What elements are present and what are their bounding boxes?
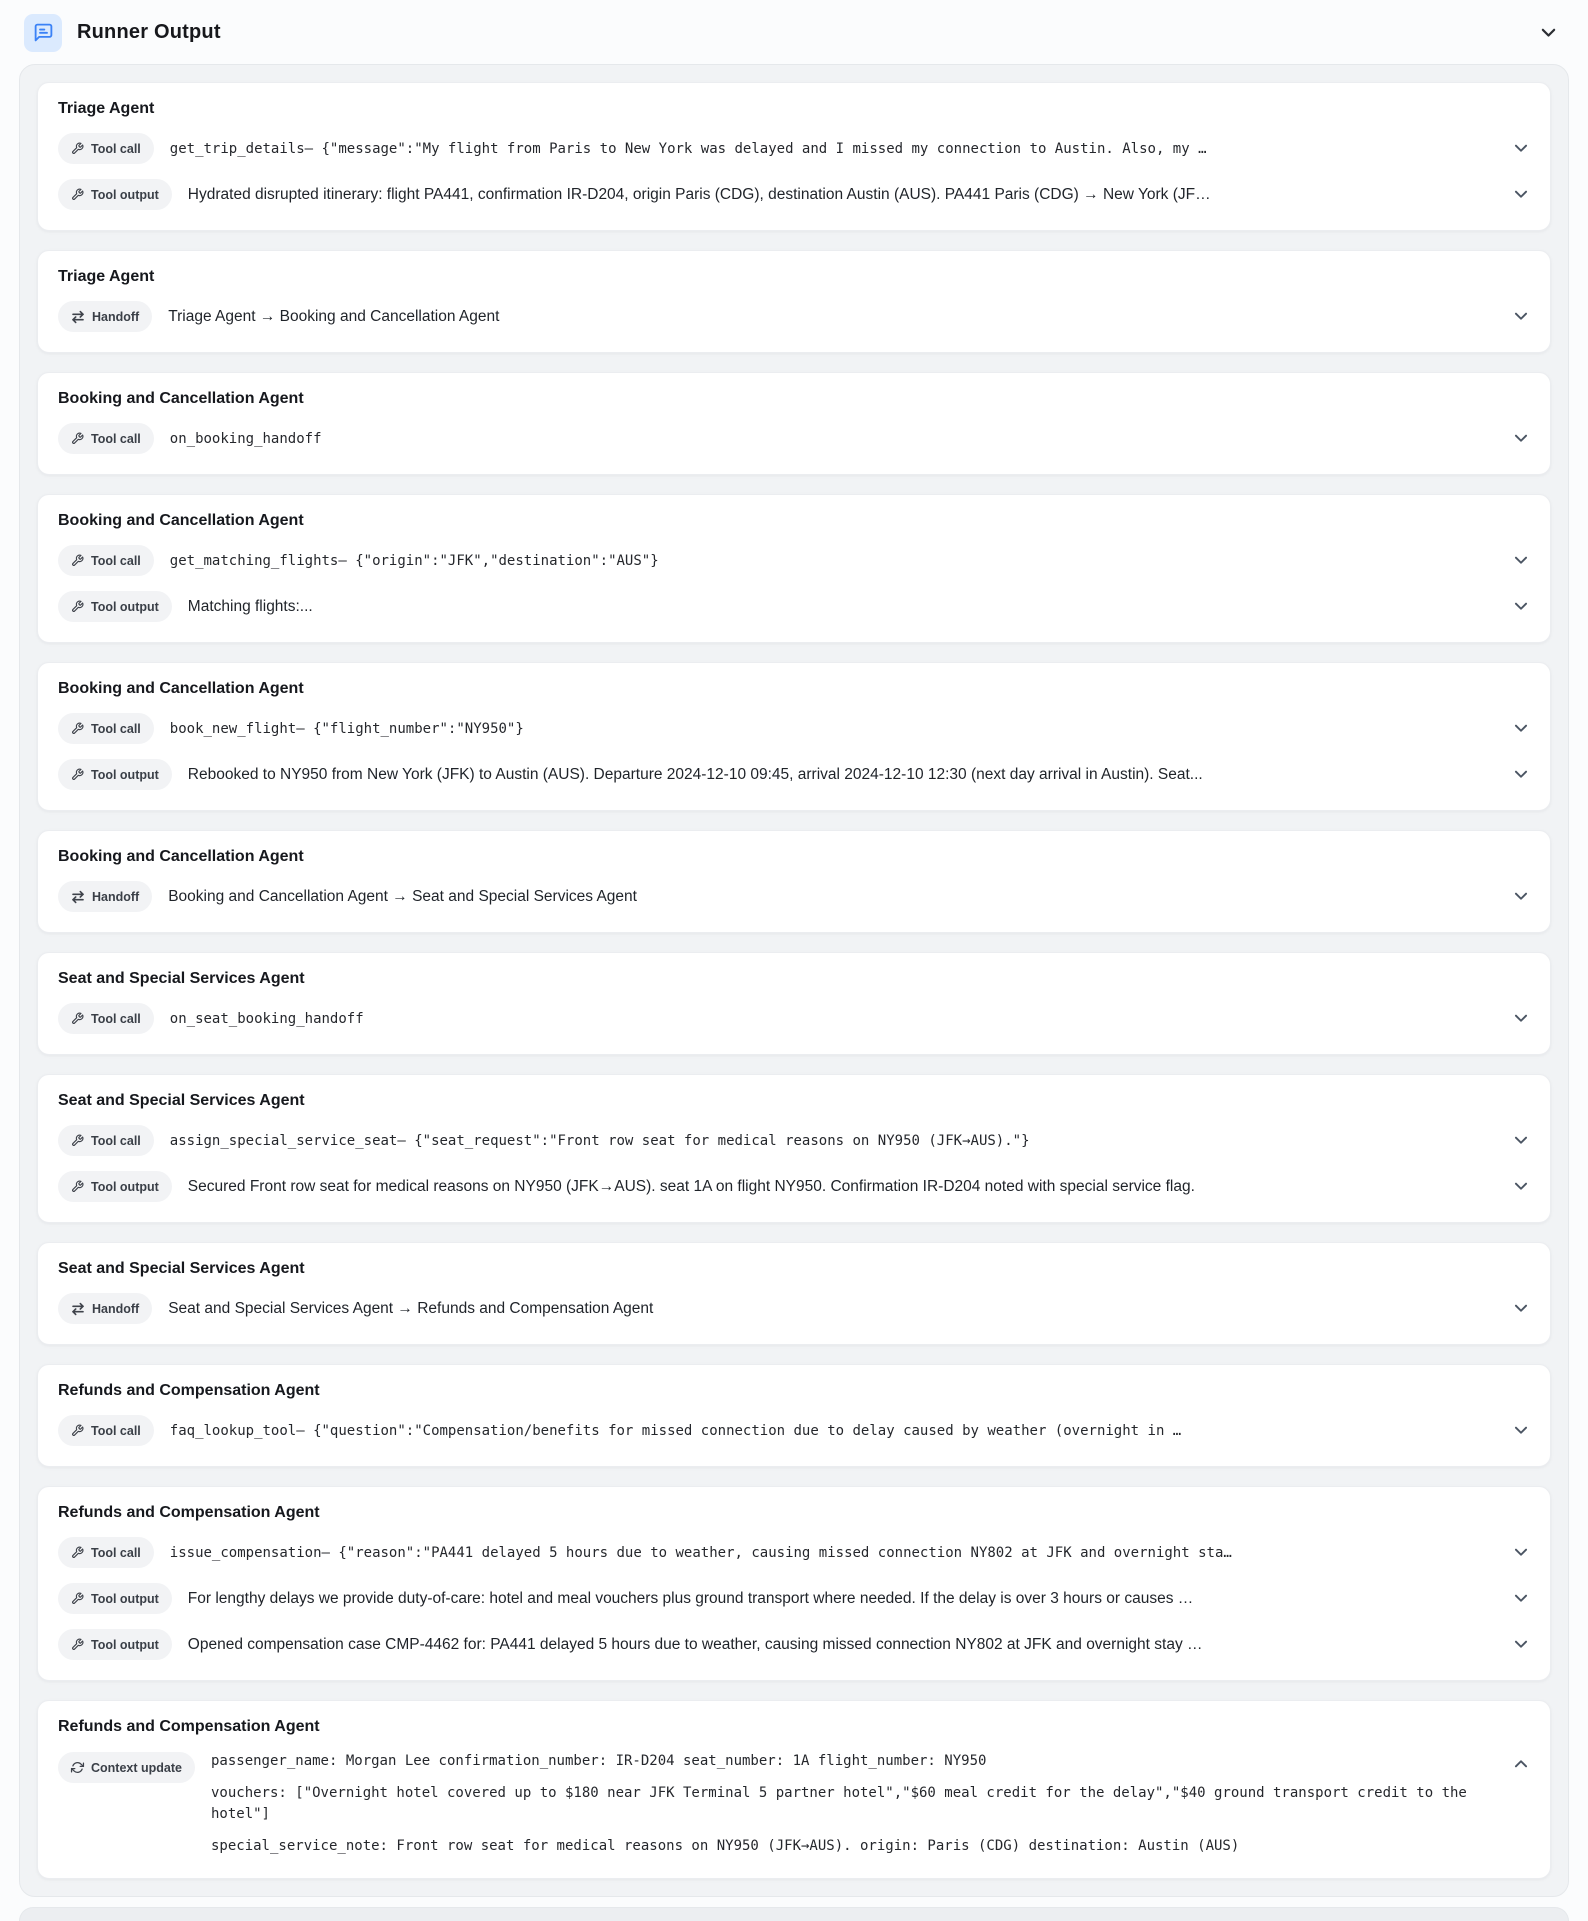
badge-label: Tool call [91,1133,141,1148]
row-text: Opened compensation case CMP-4462 for: PA441 delayed 5 hours due to weather, causing missed connection NY802 at JFK and overnight stay … [187,1635,1203,1653]
wrench-icon [71,188,84,201]
chevron-down-icon[interactable] [1504,1594,1528,1603]
badge-label: Tool output [91,1179,159,1194]
badge-label: Tool output [91,599,159,614]
row-text: Hydrated disrupted itinerary: flight PA441, confirmation IR-D204, origin Paris (CDG), destination Austin (AUS). PA441 Paris (CDG) → New York (JF… [187,185,1211,203]
chat-icon [24,14,62,52]
page-title: Runner Output [77,21,221,43]
agent-name: Seat and Special Services Agent [58,970,305,987]
chevron-down-icon[interactable] [1504,1136,1528,1145]
wrench-icon [71,1180,84,1193]
chevron-down-icon[interactable] [1504,602,1528,611]
agent-card [37,372,1551,475]
badge-label: Tool call [91,1423,141,1438]
tool-output-row [58,591,1528,622]
context-line: vouchers: ["Overnight hotel covered up to $180 near JFK Terminal 5 partner hotel","$60 meal credit for the delay","$40 ground transport credit to the hotel"] [210,1784,1467,1823]
tool-call-badge [58,713,154,744]
tool-call-row [58,545,1528,576]
agent-name: Seat and Special Services Agent [58,1260,305,1277]
tool-call-badge [58,1415,154,1446]
badge-label: Tool call [91,1011,141,1026]
row-text: For lengthy delays we provide duty-of-care: hotel and meal vouchers plus ground transport where needed. If the delay is over 3 hours or causes … [187,1589,1194,1607]
chevron-down-icon[interactable] [1504,1304,1528,1313]
tool-output-badge [58,591,172,622]
tool-output-row [58,759,1528,790]
agent-card [37,952,1551,1055]
tool-call-row [58,133,1528,164]
chevron-down-icon[interactable] [1504,1640,1528,1649]
tool-call-row [58,423,1528,454]
agent-name: Refunds and Compensation Agent [58,1382,320,1399]
tool-call-row [58,713,1528,744]
row-text [211,1751,1488,1858]
tool-output-badge [58,1171,172,1202]
tool-output-row [58,1629,1528,1660]
badge-label: Handoff [92,1301,140,1316]
badge-label: Handoff [92,309,140,324]
wrench-icon [71,1638,84,1651]
row-text: get_matching_flights– {"origin":"JFK","destination":"AUS"} [169,552,659,569]
tool-call-badge [58,545,154,576]
agent-card [37,662,1551,811]
row-text: issue_compensation– {"reason":"PA441 delayed 5 hours due to weather, causing missed connection NY802 at JFK and overnight sta… [169,1544,1232,1561]
badge-label: Tool output [91,1591,159,1606]
handoff-badge [58,1293,152,1324]
row-text: on_seat_booking_handoff [169,1010,364,1027]
chevron-down-icon[interactable] [1504,144,1528,153]
agent-name: Booking and Cancellation Agent [58,512,304,529]
badge-label: Tool call [91,553,141,568]
context-update-row [58,1751,1528,1858]
next-panel-edge [19,1907,1569,1921]
row-text: faq_lookup_tool– {"question":"Compensation/benefits for missed connection due to delay caused by weather (overnight in … [169,1422,1182,1439]
row-text: Triage Agent → Booking and Cancellation Agent [168,307,500,325]
wrench-icon [71,554,84,567]
agent-name: Refunds and Compensation Agent [58,1718,320,1735]
row-text: Secured Front row seat for medical reasons on NY950 (JFK→AUS). seat 1A on flight NY950. Confirmation IR-D204 noted with special service flag. [187,1177,1195,1195]
wrench-icon [71,1592,84,1605]
chevron-down-icon[interactable] [1504,556,1528,565]
badge-label: Tool call [91,141,141,156]
wrench-icon [71,1546,84,1559]
agent-name: Booking and Cancellation Agent [58,848,304,865]
tool-call-row [58,1537,1528,1568]
agent-name: Triage Agent [58,268,155,285]
chevron-down-icon[interactable] [1531,28,1562,38]
chevron-down-icon[interactable] [1504,1548,1528,1557]
tool-output-row [58,1171,1528,1202]
tool-call-badge [58,1125,154,1156]
context-update-badge [58,1752,195,1783]
chevron-down-icon[interactable] [1504,190,1528,199]
chevron-down-icon[interactable] [1504,312,1528,321]
cards-container [19,64,1569,1897]
agent-card [37,830,1551,933]
chevron-down-icon[interactable] [1504,892,1528,901]
agent-card [37,1074,1551,1223]
chevron-down-icon[interactable] [1504,770,1528,779]
agent-name: Seat and Special Services Agent [58,1092,305,1109]
agent-name: Refunds and Compensation Agent [58,1504,320,1521]
context-line: special_service_note: Front row seat for medical reasons on NY950 (JFK→AUS). origin: Paris (CDG) destination: Austin (AUS) [210,1838,1240,1855]
wrench-icon [71,1012,84,1025]
row-text: assign_special_service_seat– {"seat_request":"Front row seat for medical reasons on NY950 (JFK→AUS)."} [169,1132,1030,1149]
tool-output-row [58,179,1528,210]
badge-label: Tool call [91,721,141,736]
tool-call-badge [58,423,154,454]
wrench-icon [71,432,84,445]
tool-call-row [58,1125,1528,1156]
tool-output-badge [58,759,172,790]
wrench-icon [71,1424,84,1437]
chevron-down-icon[interactable] [1504,724,1528,733]
swap-arrows-icon [71,890,85,904]
wrench-icon [71,1134,84,1147]
tool-output-row [58,1583,1528,1614]
agent-name: Booking and Cancellation Agent [58,390,304,407]
tool-call-badge [58,1537,154,1568]
wrench-icon [71,722,84,735]
handoff-row [58,301,1528,332]
row-text: Rebooked to NY950 from New York (JFK) to Austin (AUS). Departure 2024-12-10 09:45, arrival 2024-12-10 12:30 (next day arrival in Austin). Seat... [187,765,1203,783]
agent-card [37,1242,1551,1345]
badge-label: Tool call [91,1545,141,1560]
agent-name: Booking and Cancellation Agent [58,680,304,697]
row-text: Seat and Special Services Agent → Refunds and Compensation Agent [168,1299,654,1317]
context-line: passenger_name: Morgan Lee confirmation_number: IR-D204 seat_number: 1A flight_number: NY950 [210,1753,987,1769]
row-text: book_new_flight– {"flight_number":"NY950"} [169,720,524,737]
agent-card [37,1364,1551,1467]
handoff-badge [58,881,152,912]
handoff-row [58,1293,1528,1324]
chevron-down-icon[interactable] [1504,1426,1528,1435]
runner-output-header [0,0,1588,64]
wrench-icon [71,600,84,613]
agent-card [37,494,1551,643]
tool-output-badge [58,1583,172,1614]
row-text: on_booking_handoff [169,430,322,447]
chevron-down-icon[interactable] [1504,434,1528,443]
swap-arrows-icon [71,310,85,324]
chevron-down-icon[interactable] [1504,1014,1528,1023]
tool-call-row [58,1003,1528,1034]
wrench-icon [71,768,84,781]
handoff-badge [58,301,152,332]
row-text: get_trip_details– {"message":"My flight from Paris to New York was delayed and I missed my connection to Austin. Also, my … [169,140,1207,157]
chevron-up-icon[interactable] [1504,1759,1528,1768]
tool-call-badge [58,133,154,164]
agent-name: Triage Agent [58,100,155,117]
row-text: Booking and Cancellation Agent → Seat and Special Services Agent [168,887,637,905]
chevron-down-icon[interactable] [1504,1182,1528,1191]
agent-card [37,250,1551,353]
row-text: Matching flights:... [187,597,313,615]
badge-label: Tool call [91,431,141,446]
refresh-icon [71,1761,84,1774]
swap-arrows-icon [71,1302,85,1316]
agent-card [37,82,1551,231]
tool-output-badge [58,1629,172,1660]
badge-label: Context update [91,1760,182,1775]
badge-label: Tool output [91,767,159,782]
tool-call-badge [58,1003,154,1034]
badge-label: Tool output [91,1637,159,1652]
handoff-row [58,881,1528,912]
agent-card [37,1486,1551,1681]
agent-card [37,1700,1551,1879]
badge-label: Tool output [91,187,159,202]
tool-output-badge [58,179,172,210]
wrench-icon [71,142,84,155]
badge-label: Handoff [92,889,140,904]
tool-call-row [58,1415,1528,1446]
